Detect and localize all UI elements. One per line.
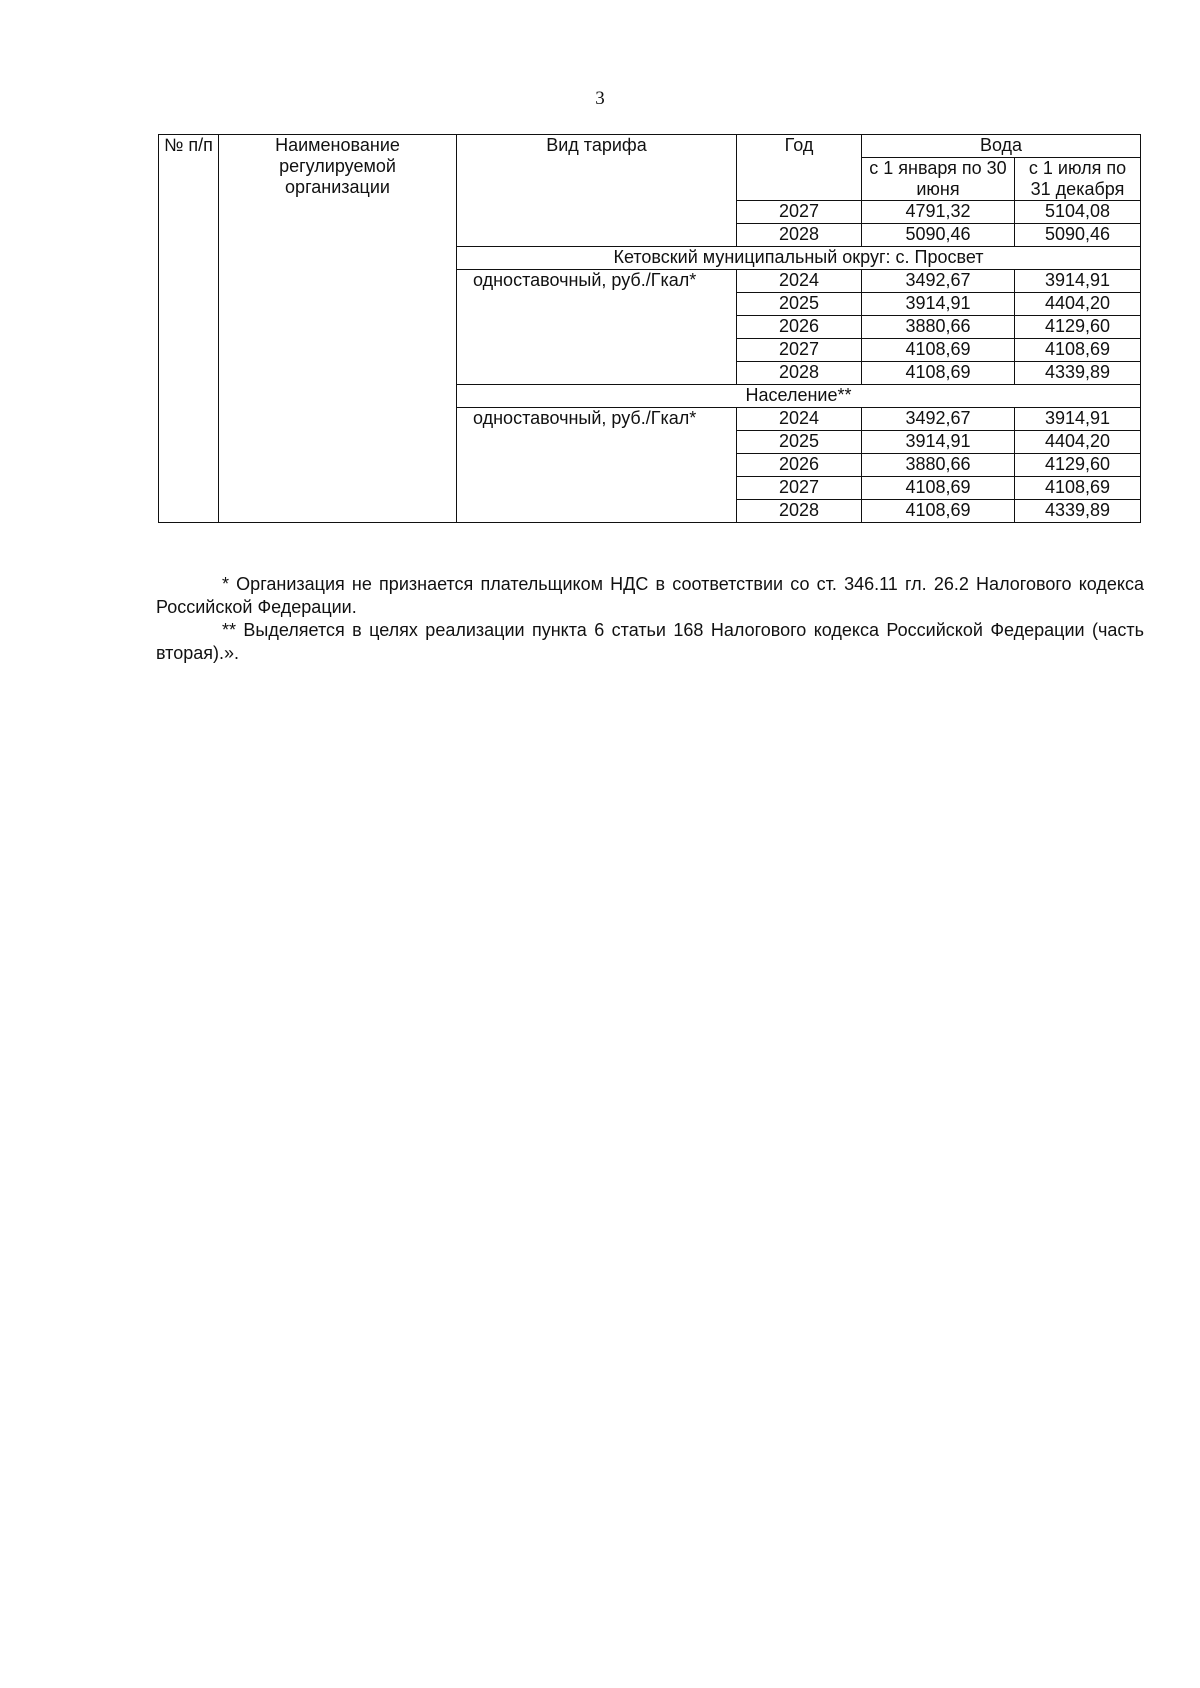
group-title: Кетовский муниципальный округ: с. Просвет — [457, 247, 1141, 270]
value-cell-period-2: 3914,91 — [1015, 270, 1141, 293]
value-cell-period-2: 4129,60 — [1015, 316, 1141, 339]
footnote-1: * Организация не признается плательщиком НДС в соответствии со ст. 346.11 гл. 26.2 Налогового кодекса Российской Федерации. — [156, 574, 1144, 617]
footnotes — [156, 573, 1144, 665]
value-cell-period-1: 3914,91 — [862, 293, 1015, 316]
tariff-table — [158, 134, 1141, 523]
value-cell-period-2: 5090,46 — [1015, 224, 1141, 247]
tariff-type-cell: одноставочный, руб./Гкал* — [457, 408, 737, 523]
value-cell-period-1: 3492,67 — [862, 408, 1015, 431]
year-cell: 2027 — [737, 339, 862, 362]
header-num: № п/п — [159, 135, 219, 523]
header-period-1: с 1 января по 30 июня — [862, 158, 1015, 201]
value-cell-period-2: 5104,08 — [1015, 201, 1141, 224]
year-cell: 2027 — [737, 201, 862, 224]
header-row — [159, 135, 1141, 158]
page-number: 3 — [595, 88, 605, 109]
footnote-2: ** Выделяется в целях реализации пункта 6 статьи 168 Налогового кодекса Российской Федерации (часть вторая).». — [156, 620, 1144, 663]
header-year: Год — [737, 135, 862, 201]
value-cell-period-1: 4791,32 — [862, 201, 1015, 224]
value-cell-period-2: 4108,69 — [1015, 477, 1141, 500]
year-cell: 2027 — [737, 477, 862, 500]
year-cell: 2028 — [737, 500, 862, 523]
year-cell: 2025 — [737, 431, 862, 454]
value-cell-period-1: 5090,46 — [862, 224, 1015, 247]
value-cell-period-1: 3914,91 — [862, 431, 1015, 454]
value-cell-period-1: 4108,69 — [862, 500, 1015, 523]
header-org: Наименование регулируемой организации — [219, 135, 457, 523]
value-cell-period-2: 4339,89 — [1015, 362, 1141, 385]
tariff-table-body — [159, 135, 1141, 523]
value-cell-period-2: 4129,60 — [1015, 454, 1141, 477]
header-tariff-type: Вид тарифа — [457, 135, 737, 247]
value-cell-period-1: 3880,66 — [862, 454, 1015, 477]
value-cell-period-1: 4108,69 — [862, 477, 1015, 500]
year-cell: 2025 — [737, 293, 862, 316]
year-cell: 2028 — [737, 362, 862, 385]
value-cell-period-1: 3880,66 — [862, 316, 1015, 339]
value-cell-period-2: 4404,20 — [1015, 293, 1141, 316]
value-cell-period-2: 4339,89 — [1015, 500, 1141, 523]
group-title: Население** — [457, 385, 1141, 408]
header-water: Вода — [862, 135, 1141, 158]
header-period-2: с 1 июля по 31 декабря — [1015, 158, 1141, 201]
year-cell: 2026 — [737, 454, 862, 477]
year-cell: 2026 — [737, 316, 862, 339]
year-cell: 2024 — [737, 270, 862, 293]
tariff-type-cell: одноставочный, руб./Гкал* — [457, 270, 737, 385]
value-cell-period-1: 4108,69 — [862, 339, 1015, 362]
year-cell: 2024 — [737, 408, 862, 431]
value-cell-period-2: 4404,20 — [1015, 431, 1141, 454]
year-cell: 2028 — [737, 224, 862, 247]
value-cell-period-2: 4108,69 — [1015, 339, 1141, 362]
value-cell-period-2: 3914,91 — [1015, 408, 1141, 431]
value-cell-period-1: 4108,69 — [862, 362, 1015, 385]
value-cell-period-1: 3492,67 — [862, 270, 1015, 293]
